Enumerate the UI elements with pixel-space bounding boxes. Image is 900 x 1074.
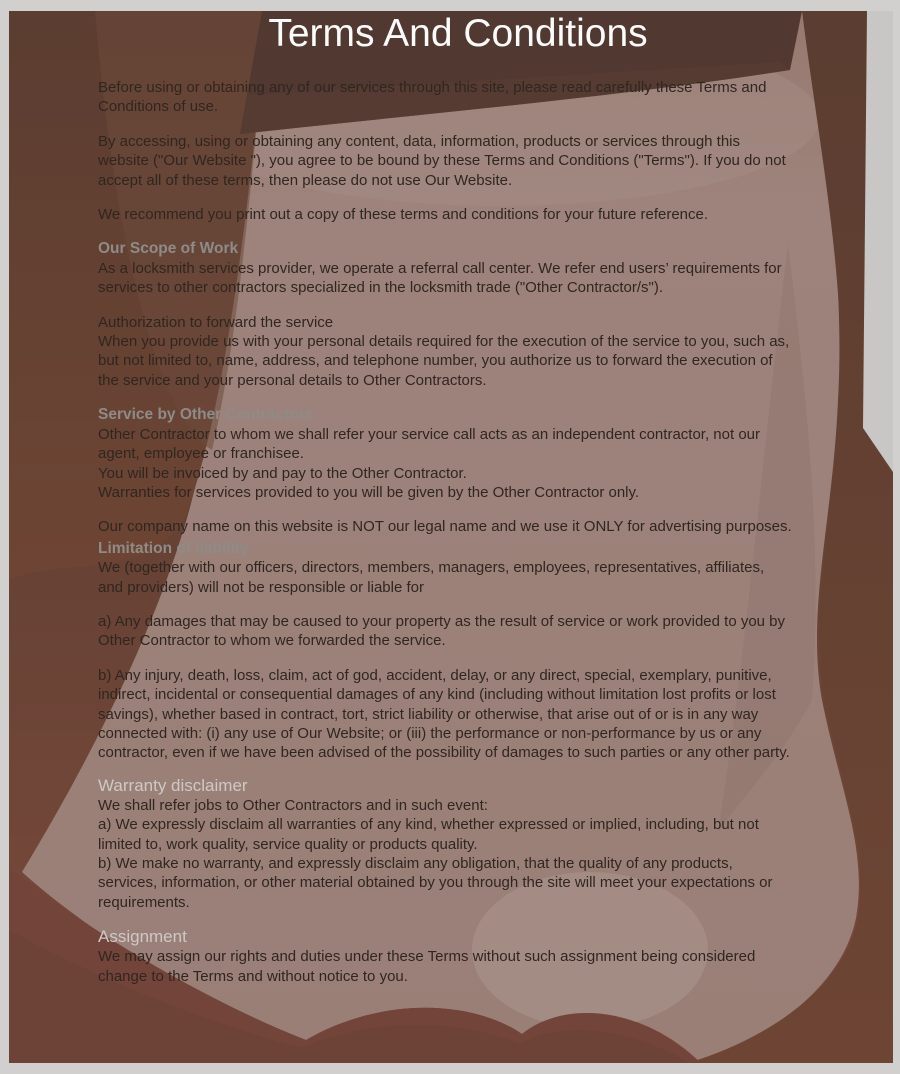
paragraph-agreement: By accessing, using or obtaining any content, data, information, products or services through this website ("Our Website "), you agree to be bound by these Terms and Conditions ("Terms"). If you do not accept all of these terms, then please do not use Our Website. <box>98 132 786 189</box>
section-heading-scope: Our Scope of Work <box>98 240 239 258</box>
paragraph-warranty-b: b) We make no warranty, and expressly disclaim any obligation, that the quality of any products, services, information, or other material obtained by you through the site will meet your expectations or requirements. <box>98 855 773 911</box>
paragraph-liability-intro: We (together with our officers, directors, members, managers, employees, representatives, affiliates, and providers) will not be responsible or liable for <box>98 559 765 596</box>
section-heading-service: Service by Other Contractors <box>98 406 314 424</box>
paragraph-liability-a: a) Any damages that may be caused to your property as the result of service or work provided to you by Other Contractor to whom we forwarded the service. <box>98 612 786 650</box>
paragraph-warranty-intro: We shall refer jobs to Other Contractors and in such event: <box>98 796 488 814</box>
paragraph-assignment: We may assign our rights and duties under these Terms without such assignment being considered change to the Terms and without notice to you. <box>98 948 756 985</box>
section-heading-warranty: Warranty disclaimer <box>98 775 248 795</box>
paragraph-warranty-a: a) We expressly disclaim all warranties of any kind, whether expressed or implied, including, but not limited to, work quality, service quality or products quality. <box>98 816 759 853</box>
paragraph-invoiced: You will be invoiced by and pay to the Other Contractor. <box>98 464 467 482</box>
paragraph-print-copy: We recommend you print out a copy of these terms and conditions for your future reference. <box>98 206 709 224</box>
paragraph-scope: As a locksmith services provider, we operate a referral call center. We refer end users’ requirements for services to other contractors specialized in the locksmith trade ("Other Contractor/s"). <box>98 259 782 297</box>
terms-text-column <box>98 78 792 986</box>
paragraph-liability-b: b) Any injury, death, loss, claim, act of god, accident, delay, or any direct, special, exemplary, punitive, indirect, incidental or consequential damages of any kind (including without limitation lost profits or lost savings), whether based in contract, tort, strict liability or otherwise, that arise out of or is in any way connected with: (i) any use of Our Website; or (iii) the performance or non-performance by us or any contractor, even if we have been advised of the possibility of damages to such parties or any other party. <box>98 666 790 762</box>
paragraph-intro: Before using or obtaining any of our services through this site, please read carefully these Terms and Conditions of use. <box>98 79 767 116</box>
section-heading-assignment: Assignment <box>98 927 187 947</box>
paragraph-company-name: Our company name on this website is NOT our legal name and we use it ONLY for advertising purposes. <box>98 518 792 536</box>
section-heading-liability: Limitation of liability <box>98 539 249 557</box>
paragraph-authorization: When you provide us with your personal details required for the execution of the service to you, such as, but not limited to, name, address, and telephone number, you authorize us to forward the execution of the service and your personal details to Other Contractors. <box>98 333 790 389</box>
page-title: Terms And Conditions <box>268 12 648 55</box>
subheading-authorization: Authorization to forward the service <box>98 313 334 331</box>
paragraph-warranties: Warranties for services provided to you will be given by the Other Contractor only. <box>98 483 640 501</box>
paragraph-independent: Other Contractor to whom we shall refer your service call acts as an independent contractor, not our agent, employee or franchisee. <box>98 425 760 463</box>
